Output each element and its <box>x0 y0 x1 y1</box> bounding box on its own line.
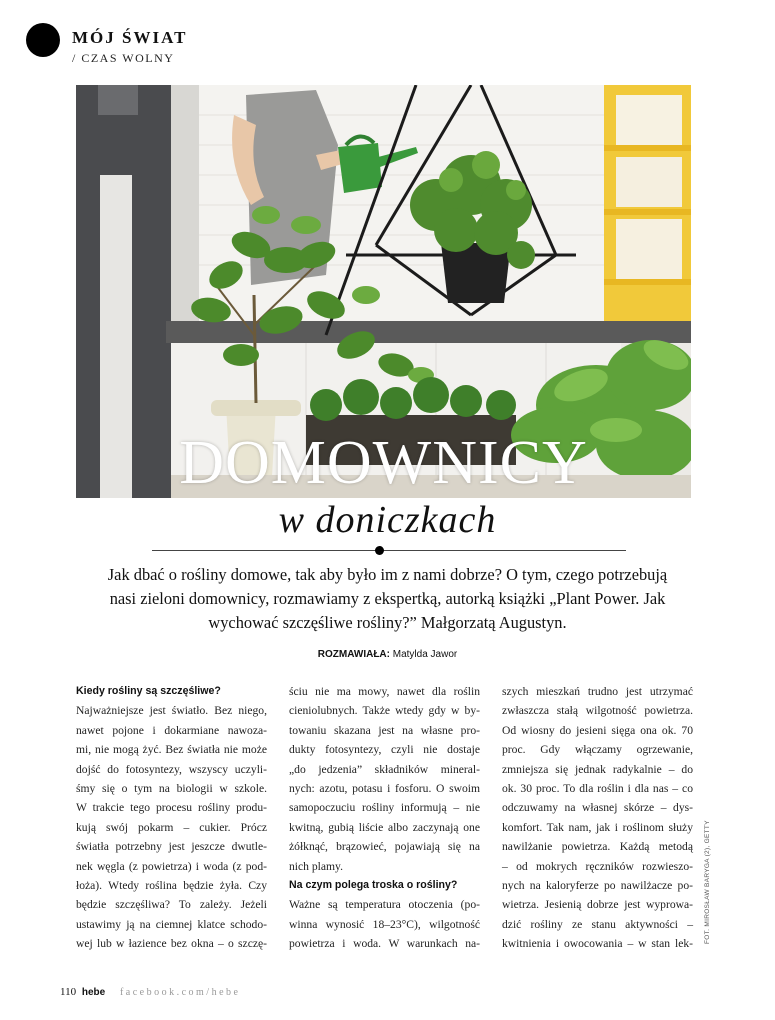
body-line: dzić rośliny ze stanu aktywności – <box>502 917 693 931</box>
body-line: nych na kaloryferze po nawilżacze po- <box>502 879 693 893</box>
body-line: żółknąć, brązowieć, pojawiają się na <box>289 840 480 854</box>
text-column-3 <box>502 682 693 954</box>
photo-credit: FOT. MIROSŁAW BARYGA (2), GETTY <box>704 820 711 944</box>
body-line: mi, nie mogą żyć. Bez światła nie może <box>76 743 267 757</box>
body-line: nek węgla (z powietrza) i woda (z pod- <box>76 859 267 873</box>
body-line: łoża). Wtedy roślina będzie żyła. Czy <box>76 879 267 893</box>
body-line: kują swój pokarm – cukier. Prócz <box>76 820 267 834</box>
body-line: ściu nie ma mowy, nawet dla roślin <box>289 685 480 698</box>
body-line: cieniolubnych. Także wtedy gdy w by- <box>289 704 480 718</box>
brand-logo: hebe <box>81 987 106 998</box>
body-line: dukty fotosyntezy, czyli nie dostaje <box>289 743 480 757</box>
body-line: wietrza. Jesienią dobrze jest wyprowa- <box>502 898 693 912</box>
body-line: – od mokrych ręczników rozwieszo- <box>502 859 693 873</box>
body-line: komfort. Tak nam, jak i roślinom służy <box>502 820 693 834</box>
divider-dot <box>375 546 384 555</box>
text-column-2 <box>289 682 480 954</box>
text-column-1 <box>76 682 267 954</box>
byline-author: Matylda Jawor <box>392 649 458 660</box>
body-line: proc. Gdy włączamy ogrzewanie, <box>502 743 693 757</box>
article-lead: Jak dbać o rośliny domowe, tak aby było im z nami dobrze? O tym, czego potrzebują nasi zieloni domownicy, rozmawiamy z ekspertką, autorką książki „Plant Power. Jak wychować szczęśliwe rośliny?” Małgorzatą Augustyn. <box>107 565 668 632</box>
body-line: nych: azotu, potasu i fosforu. O swoim <box>289 782 480 796</box>
body-line: kwitną, gubią liście albo zaczynają one <box>289 820 480 834</box>
body-line: będzie szczęśliwa? To zależy. Jeżeli <box>76 898 267 912</box>
body-line: powietrza i woda. W warunkach na- <box>289 937 480 951</box>
body-line: W trakcie tego procesu rośliny produ- <box>76 801 267 815</box>
byline <box>0 649 775 660</box>
body-line: nich plamy. <box>289 859 343 873</box>
body-line: wej lub w łazience bez okna – o szczę- <box>76 937 267 951</box>
body-line: towaniu skazana jest na własne pro- <box>289 723 480 737</box>
body-line: ok. 30 proc. To dla roślin i dla nas – co <box>502 782 693 796</box>
body-line: kwitnienia i owocowania – w stan lek- <box>502 937 693 951</box>
body-line: Ważne są temperatura otoczenia (po- <box>289 898 480 912</box>
body-line: zmniejsza się jednak radykalnie – do <box>502 762 693 776</box>
body-line: Od wiosny do jesieni sięga ona ok. 70 <box>502 723 693 737</box>
body-line: nawet pojone i dokarmiane nawoza- <box>76 723 267 737</box>
body-line: zwłaszcza stałą wilgotność powietrza. <box>502 704 693 718</box>
article-title: DOMOWNICY <box>179 429 588 497</box>
question-heading: Kiedy rośliny są szczęśliwe? <box>76 685 221 697</box>
section-subtitle: / CZAS WOLNY <box>72 51 175 65</box>
body-line: winna wynosić 18–23°C), wilgotność <box>289 917 480 931</box>
body-line: dojść do fotosyntezy, wszyscy uczyli- <box>76 762 267 776</box>
page-footer <box>60 986 240 998</box>
body-line: odczuwamy na własnej skórze – dys- <box>502 801 693 815</box>
body-line: Najważniejsze jest światło. Bez niego, <box>76 704 267 718</box>
divider-line <box>152 550 626 551</box>
body-line: nawilżanie powietrza. Każdą metodą <box>502 840 693 854</box>
body-line: szych mieszkań trudno jest utrzymać <box>502 685 693 698</box>
facebook-link[interactable]: facebook.com/hebe <box>119 987 241 998</box>
body-line: ustawimy ją na ciemnej klatce schodo- <box>76 917 267 931</box>
body-line: śmy się o tym na biologii w szkole. <box>76 782 267 796</box>
body-line: „do jedzenia” składników mineral- <box>289 762 480 776</box>
question-heading: Na czym polega troska o rośliny? <box>289 879 458 892</box>
byline-label: ROZMAWIAŁA: <box>317 649 390 660</box>
section-title: MÓJ ŚWIAT <box>72 28 188 47</box>
body-line: światła potrzebny jest jeszcze dwutle- <box>76 840 267 854</box>
article-subtitle: w doniczkach <box>278 499 497 541</box>
body-line: samopoczuciu rośliny informują – nie <box>289 801 480 815</box>
page-number: 110 <box>60 986 77 998</box>
section-marker-dot <box>26 23 60 57</box>
